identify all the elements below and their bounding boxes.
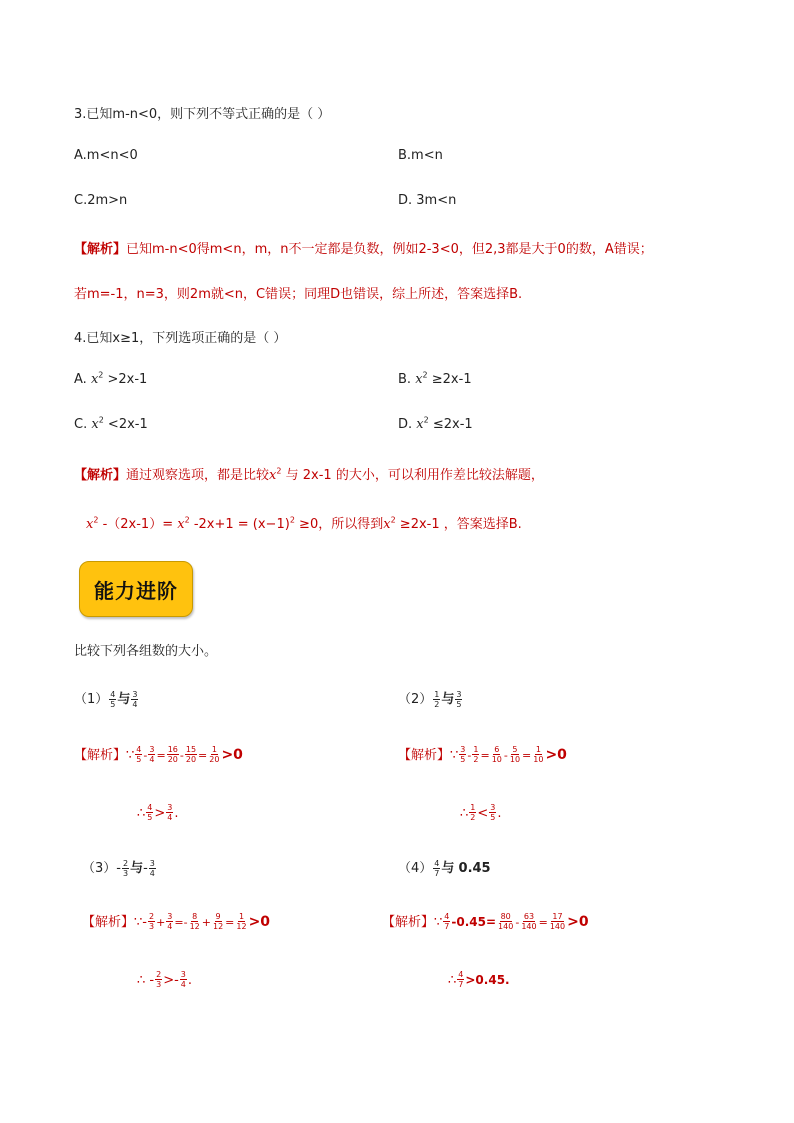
problem-1: （1） $\frac{4}{5}$ 与 $\frac{3}{4}$ <box>74 690 138 709</box>
problem-4-conclusion: ∴ $\frac{4}{7}$ >0.45. <box>448 970 510 989</box>
problem-4: （4） $\frac{4}{7}$ 与 0.45 <box>398 859 491 878</box>
problem-2: （2） $\frac{1}{2}$ 与 $\frac{3}{5}$ <box>398 690 462 709</box>
q4-analysis-line1: 【解析】通过观察选项，都是比较$x^2$ 与 2x-1 的大小，可以利用作差比较法解题， <box>74 466 544 483</box>
q4-analysis-line2: $x^2$ $-(2x-1)= x^2$ $-2x+1 = (x-1)^2 \ge 0$，所以得到$x^2 \ge 2x-1$ ，答案选择B. <box>86 515 522 532</box>
problem-2-analysis: 【解析】∵ $\frac{3}{5}$ - $\frac{1}{2}$ = $\frac{6}{10}$ - $\frac{5}{10}$ = $\frac{1}{10}$ >0 <box>398 745 567 764</box>
problem-3: （3）- $\frac{2}{3}$ 与- $\frac{3}{4}$ <box>82 859 155 878</box>
analysis-tag: 【解析】 <box>74 468 127 483</box>
analysis-tag: 【解析】 <box>74 748 127 763</box>
section-intro: 比较下列各组数的大小。 <box>74 644 218 659</box>
analysis-text: 已知m-n<0得m<n，m，n不一定都是负数，例如2-3<0，但2,3都是大于0的数，A错误； <box>126 242 653 257</box>
analysis-tag: 【解析】 <box>382 915 435 930</box>
problem-4-analysis: 【解析】∵ $\frac{4}{7}$ -0.45= $\frac{80}{140}$ - $\frac{63}{140}$ = $\frac{17}{140}$ >0 <box>382 912 589 931</box>
problem-3-analysis: 【解析】∵- $\frac{2}{3}$ + $\frac{3}{4}$ =- $\frac{8}{12}$ + $\frac{9}{12}$ = $\frac{1}{12}$ >0 <box>82 912 271 931</box>
q3-option-a: A.m<n<0 <box>74 148 138 163</box>
analysis-tag: 【解析】 <box>398 748 451 763</box>
problem-2-conclusion: ∴ $\frac{1}{2}$ < $\frac{3}{5}$ . <box>460 803 502 822</box>
analysis-tag: 【解析】 <box>74 242 127 257</box>
q3-option-b: B.m<n <box>398 148 443 163</box>
problem-1-analysis: 【解析】∵ $\frac{4}{5}$ - $\frac{3}{4}$ = $\frac{16}{20}$ - $\frac{15}{20}$ = $\frac{1}{20}$ >0 <box>74 745 243 764</box>
q3-option-d: D. 3m<n <box>398 193 457 208</box>
q4-option-a: A. $x^2 >2x-1$ <box>74 370 148 387</box>
q4-stem: 4.已知x≥1，下列选项正确的是（ ） <box>74 331 287 346</box>
analysis-tag: 【解析】 <box>82 915 135 930</box>
q4-option-c: C. $x^2 <2x-1$ <box>74 415 148 432</box>
q4-option-b: B. $x^2 \ge 2x-1$ <box>398 370 472 387</box>
q3-stem: 3.已知m-n<0，则下列不等式正确的是（ ） <box>74 107 331 122</box>
section-badge <box>79 561 193 617</box>
problem-1-conclusion: ∴ $\frac{4}{5}$ > $\frac{3}{4}$ . <box>137 803 179 822</box>
problem-3-conclusion: ∴ - $\frac{2}{3}$ >- $\frac{3}{4}$ . <box>137 970 193 989</box>
q3-option-c: C.2m>n <box>74 193 128 208</box>
q3-analysis-line1 <box>74 238 653 257</box>
q4-option-d: D. $x^2 \le 2x-1$ <box>398 415 473 432</box>
section-badge-label: 能力进阶 <box>94 578 178 603</box>
q3-analysis-line2: 若m=-1，n=3，则2m就<n，C错误；同理D也错误，综上所述，答案选择B. <box>74 287 523 302</box>
